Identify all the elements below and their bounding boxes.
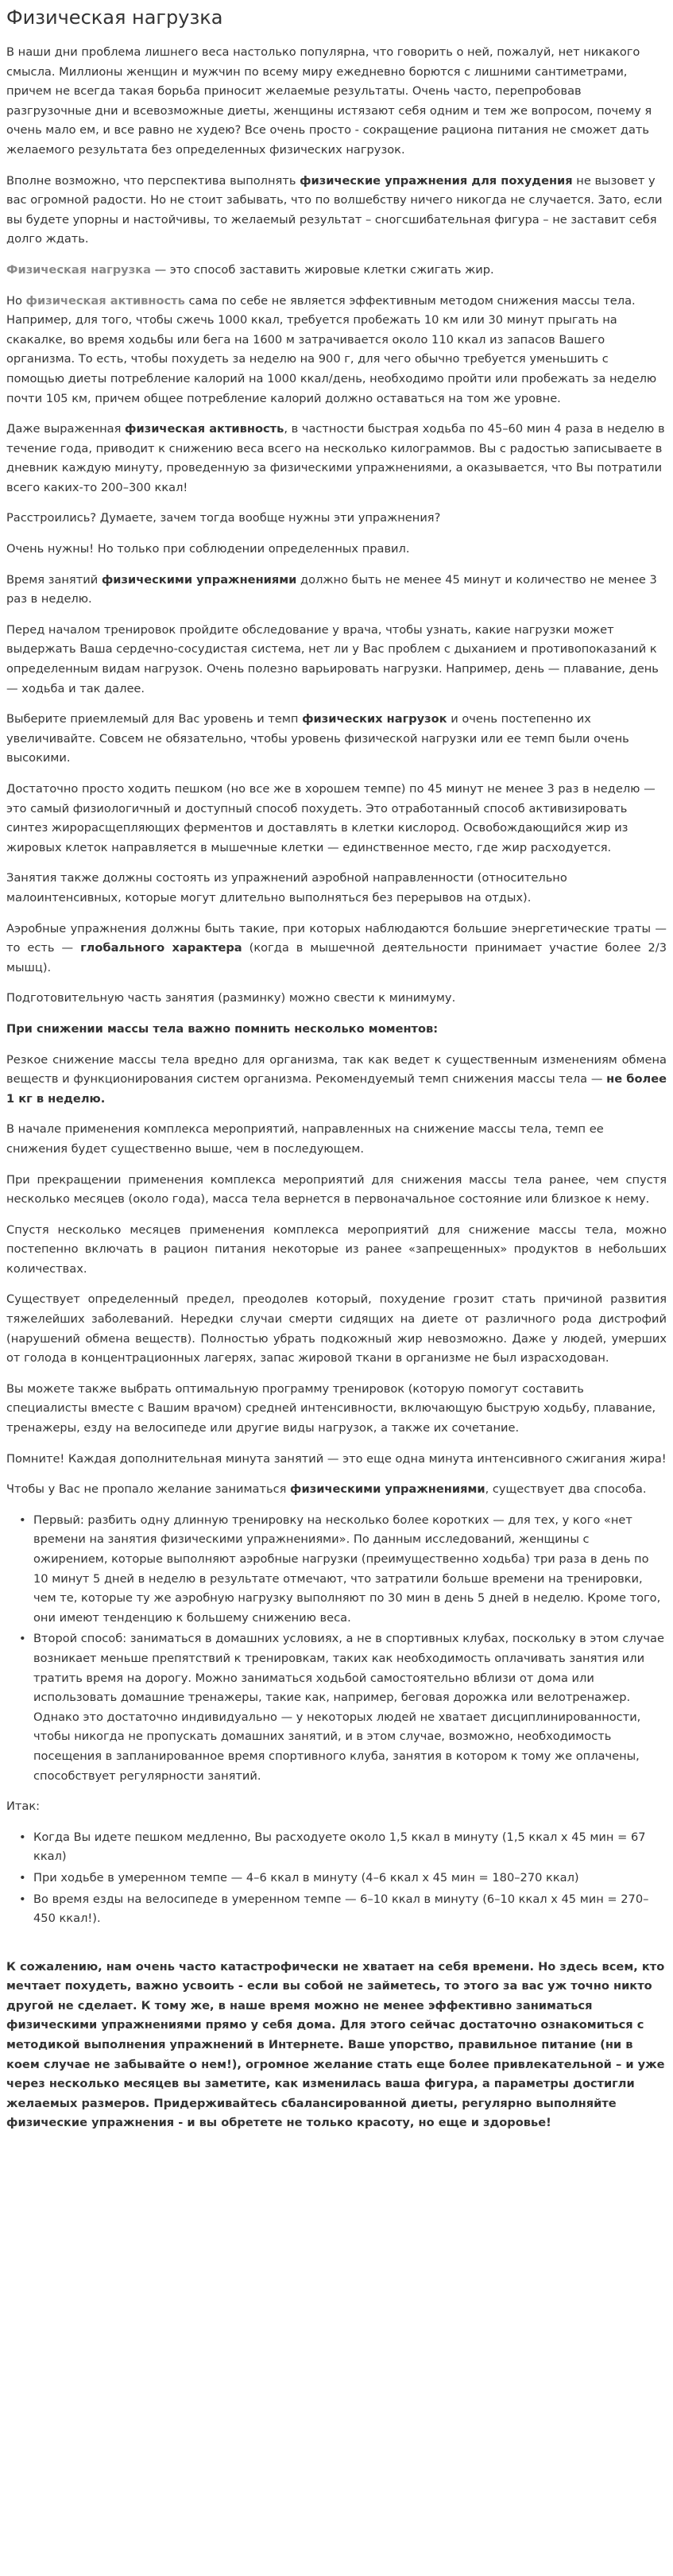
calories-list xyxy=(6,1828,667,1929)
paragraph-stop-early: При прекращении применения комплекса мероприятий для снижения массы тела ранее, чем спустя несколько месяцев (около года), масса тела вернется в первоначальное состояние или близкое к нему. xyxy=(6,1172,667,1207)
list-item: • Во время езды на велосипеде в умеренном темпе — 6–10 ккал в минуту (6–10 ккал х 45 мин = 270–450 ккал!). xyxy=(33,1890,667,1929)
bold-phrase: физические упражнения для похудения xyxy=(300,173,573,188)
text-fragment: — это способ заставить жировые клетки сжигать жир. xyxy=(150,262,494,277)
paragraph-answer: Очень нужны! Но только при соблюдении определенных правил. xyxy=(6,542,410,556)
paragraph-activity-year xyxy=(6,420,667,498)
paragraph-aerobic-global xyxy=(6,920,667,978)
bold-phrase: физическая активность xyxy=(125,422,284,436)
paragraph-sharp-loss xyxy=(6,1051,667,1110)
paragraph-choose-level xyxy=(6,710,667,769)
text-fragment: Выберите приемлемый для Вас уровень и темп xyxy=(6,712,303,726)
text-fragment: сама по себе не является эффективным методом снижения массы тела. Например, для того, чтобы сжечь 1000 ккал, требуется пробежать 10 км или 30 минут прыгать на скакалке, во время ходьбы или бега на 1600 м затрачивается около 110 ккал из запасов Вашего организма. То есть, чтобы похудеть за неделю на 900 г, для чего обычно требуется уменьшить с помощью диеты потребление калорий на 1000 ккал/день, необходимо пройти или пробежать за неделю почти 105 км, причем общее потребление калорий должно оставаться на том же уровне. xyxy=(6,293,657,405)
paragraph-two-ways xyxy=(6,1480,667,1500)
paragraph-initial-pace: В начале применения комплекса мероприятий, направленных на снижение массы тела, темп ее снижения будет существенно выше, чем в последующем. xyxy=(6,1122,604,1156)
text-fragment: (когда в мышечной деятельности принимает участие более 2/3 мышц). xyxy=(6,941,667,974)
text-fragment: Время занятий xyxy=(6,572,102,587)
ways-list xyxy=(6,1511,667,1786)
text-fragment: Вполне возможно, что перспектива выполнять xyxy=(6,173,300,188)
paragraph-question: Расстроились? Думаете, зачем тогда вообще нужны эти упражнения? xyxy=(6,511,441,525)
list-item: • Первый: разбить одну длинную тренировку на несколько более коротких — для тех, у кого «нет времени на занятия физическими упражнениями». По данным исследований, женщины с ожирением, которые выполняют аэробные нагрузки (преимущественно ходьба) три раза в день по 10 минут 5 дней в неделю в результате отмечают, что затратили больше времени на тренировки, чем те, которые ту же аэробную нагрузку выполняют по 30 мин в день 5 дней в неделю. Кроме того, они имеют тенденцию к большему снижению веса. xyxy=(33,1511,667,1629)
list-item: • Когда Вы идете пешком медленно, Вы расходуете около 1,5 ккал в минуту (1,5 ккал х 45 мин = 67 ккал) xyxy=(33,1828,667,1867)
text-fragment: Даже выраженная xyxy=(6,422,126,436)
list-item: • Второй способ: заниматься в домашних условиях, а не в спортивных клубах, поскольку в этом случае возникает меньше препятствий к тренировкам, таких как необходимость оплачивать занятия или тратить время на дорогу. Можно заниматься ходьбой самостоятельно вблизи от дома или использовать домашние тренажеры, такие как, например, беговая дорожка или велотренажер. Однако это достаточно индивидуально — у некоторых людей не хватает дисциплинированности, чтобы никогда не пропускать домашних занятий, и в этом случае, возможно, необходимость посещения в запланированное время спортивного клуба, занятия в котором к тому же оплачены, способствует регулярности занятий. xyxy=(33,1629,667,1786)
text-fragment: , в частности быстрая ходьба по 45–60 мин 4 раза в неделю в течение года, приводит к снижению веса всего на несколько килограммов. Вы с радостью записываете в дневник каждую минуту, проведенную за физическими упражнениями, а оказывается, что Вы потратили всего каких-то 200–300 ккал! xyxy=(6,422,665,494)
paragraph-physical-load xyxy=(6,261,667,281)
intro-paragraph: В наши дни проблема лишнего веса настолько популярна, что говорить о ней, пожалуй, нет никакого смысла. Миллионы женщин и мужчин по всему миру ежедневно борются с лишними сантиметрами, причем не всегда такая борьба приносит желаемые результаты. Очень часто, перепробовав разгрузочные дни и всевозможные диеты, женщины истязают себя одним и тем же вопросом, почему я очень мало ем, и все равно не худею? Все очень просто - сокращение рациона питания не сможет дать желаемого результата без определенных физических нагрузок. xyxy=(6,45,652,157)
page-title: Физическая нагрузка xyxy=(6,6,223,29)
text-fragment: должно быть не менее 45 минут и количество не менее 3 раз в неделю. xyxy=(6,572,657,606)
summary-label: Итак: xyxy=(6,1799,41,1814)
section-heading-moments: При снижении массы тела важно помнить несколько моментов: xyxy=(6,1021,439,1036)
text-fragment: Но xyxy=(6,293,26,308)
text-fragment: и очень постепенно их увеличивайте. Совсем не обязательно, чтобы уровень физической нагрузки или ее темп были очень высокими. xyxy=(6,712,629,765)
text-fragment: Резкое снижение массы тела вредно для организма, так как ведет к существенным изменениям обмена веществ и функционирования систем организма. Рекомендуемый темп снижения массы тела — xyxy=(6,1052,667,1087)
text-fragment: не вызовет у вас огромной радости. Но не стоит забывать, что по волшебству ничего никогда не случается. Зато, если вы будете упорны и настойчивы, то желаемый результат – сногсшибательная фигура – не заставит себя долго ждать. xyxy=(6,173,663,246)
paragraph-limit: Существует определенный предел, преодолев который, похудение грозит стать причиной развития тяжелейших заболеваний. Нередки случаи смерти сидящих на диете от различного рода дистрофий (нарушений обмена веществ). Полностью убрать подкожный жир невозможно. Даже у людей, умерших от голода в концентрационных лагерях, запас жировой ткани в организме не был израсходован. xyxy=(6,1292,667,1365)
paragraph-walking: Достаточно просто ходить пешком (но все же в хорошем темпе) по 45 минут не менее 3 раз в неделю — это самый физиологичный и доступный способ похудеть. Это отработанный способ активизировать синтез жирорасщепляющих ферментов и доставлять в клетки кислород. Освобождающийся жир из жировых клеток направляется в мышечные клетки — единственное место, где жир расходуется. xyxy=(6,782,656,854)
paragraph-exercise-motivation xyxy=(6,172,667,250)
highlight-phrase: Физическая нагрузка xyxy=(6,262,151,277)
paragraph-activity-calories xyxy=(6,292,667,409)
text-fragment: Чтобы у Вас не пропало желание заниматься xyxy=(6,1482,291,1497)
list-item: • При ходьбе в умеренном темпе — 4–6 ккал в минуту (4–6 ккал х 45 мин = 180–270 ккал) xyxy=(33,1869,667,1888)
paragraph-forbidden-foods: Спустя несколько месяцев применения комплекса мероприятий для снижение массы тела, можно постепенно включать в рацион питания некоторые из ранее «запрещенных» продуктов в небольших количествах. xyxy=(6,1222,667,1276)
bold-phrase: физическими упражнениями xyxy=(290,1482,485,1497)
paragraph-program: Вы можете также выбрать оптимальную программу тренировок (которую помогут составить специалисты вместе с Вашим врачом) средней интенсивности, включающую быструю ходьбу, плавание, тренажеры, езду на велосипеде или другие виды нагрузок, а также их сочетание. xyxy=(6,1381,656,1435)
text-fragment: , существует два способа. xyxy=(485,1482,647,1497)
paragraph-warmup: Подготовительную часть занятия (разминку) можно свести к минимуму. xyxy=(6,991,456,1005)
paragraph-duration xyxy=(6,571,667,610)
paragraph-doctor: Перед началом тренировок пройдите обследование у врача, чтобы узнать, какие нагрузки может выдержать Ваша сердечно-сосудистая система, нет ли у Вас проблем с дыханием и противопоказаний к определенным видам нагрузок. Очень полезно варьировать нагрузки. Например, день — плавание, день — ходьба и так далее. xyxy=(6,622,659,695)
bold-phrase: физическими упражнениями xyxy=(101,572,297,587)
paragraph-aerobic: Занятия также должны состоять из упражнений аэробной направленности (относительно малоинтенсивных, которые могут длительно выполняться без перерывов на отдых). xyxy=(6,871,567,905)
final-paragraph: К сожалению, нам очень часто катастрофически не хватает на себя времени. Но здесь всем, кто мечтает похудеть, важно усвоить - если вы собой не займетесь, то этого за вас уж точно никто другой не сделает. К тому же, в наше время можно не менее эффективно заниматься физическими упражнениями прямо у себя дома. Для этого сейчас достаточно ознакомиться с методикой выполнения упражнений в Интернете. Ваше упорство, правильное питание (ни в коем случае не забывайте о нем!), огромное желание стать еще более привлекательной – и уже через несколько месяцев вы заметите, как изменилась ваша фигура, а параметры достигли желаемых размеров. Придерживайтесь сбалансированной диеты, регулярно выполняйте физические упражнения - и вы обретете не только красоту, но еще и здоровье! xyxy=(6,1959,665,2130)
bold-phrase: не более 1 кг в неделю. xyxy=(6,1072,667,1106)
highlight-phrase: физическая активность xyxy=(25,293,185,308)
paragraph-remember: Помните! Каждая дополнительная минута занятий — это еще одна минута интенсивного сжигания жира! xyxy=(6,1451,667,1466)
bold-phrase: физических нагрузок xyxy=(302,712,447,726)
text-fragment: Аэробные упражнения должны быть такие, при которых наблюдаются большие энергетические траты — то есть — xyxy=(6,921,667,955)
bold-phrase: глобального характера xyxy=(80,941,242,955)
